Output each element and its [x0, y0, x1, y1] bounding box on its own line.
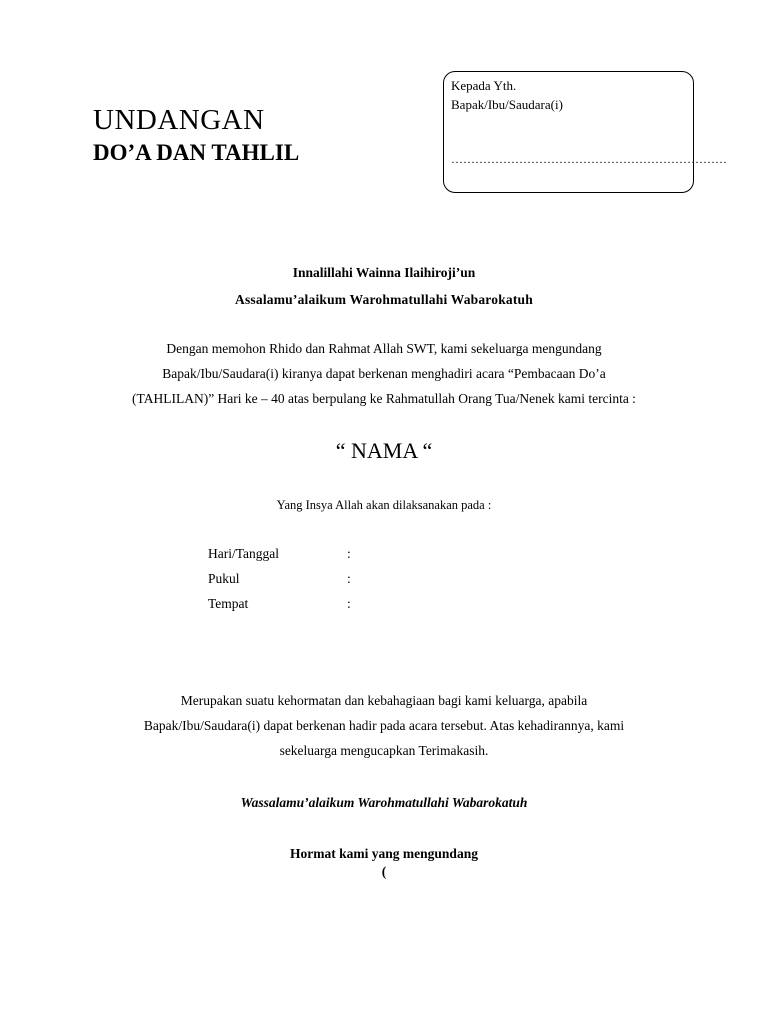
detail-separator: : — [347, 596, 351, 611]
signature-paren: ( — [381, 864, 387, 879]
closing-greeting: Wassalamu’alaikum Warohmatullahi Wabarokatuh — [240, 795, 528, 810]
recipient-address-box — [443, 71, 727, 193]
detail-label: Hari/Tanggal — [208, 546, 280, 561]
deceased-name: “ NAMA “ — [335, 438, 433, 463]
signature-label: Hormat kami yang mengundang — [290, 846, 478, 861]
intro-paragraph-line: Dengan memohon Rhido dan Rahmat Allah SWT, kami sekeluarga mengundang — [166, 341, 602, 356]
detail-separator: : — [347, 546, 351, 561]
address-salutation: Kepada Yth. — [451, 78, 517, 93]
detail-label: Pukul — [208, 571, 240, 586]
address-blank-line: …………………………………………………………… — [451, 152, 727, 166]
schedule-intro: Yang Insya Allah akan dilaksanakan pada : — [276, 498, 492, 512]
detail-separator: : — [347, 571, 351, 586]
intro-paragraph-line: (TAHLILAN)” Hari ke – 40 atas berpulang ke Rahmatullah Orang Tua/Nenek kami tercinta : — [132, 391, 636, 406]
closing-paragraph-line: sekeluarga mengucapkan Terimakasih. — [279, 743, 489, 758]
document-subtitle: DO’A DAN TAHLIL — [93, 140, 300, 165]
document-title: UNDANGAN — [93, 104, 265, 136]
intro-paragraph-line: Bapak/Ibu/Saudara(i) kiranya dapat berkenan menghadiri acara “Pembacaan Do’a — [162, 366, 606, 381]
detail-label: Tempat — [208, 596, 249, 611]
opening-prayer: Innalillahi Wainna Ilaihiroji’un — [292, 265, 476, 280]
address-recipient: Bapak/Ibu/Saudara(i) — [451, 97, 563, 112]
closing-paragraph-line: Merupakan suatu kehormatan dan kebahagiaan bagi kami keluarga, apabila — [180, 693, 588, 708]
closing-paragraph-line: Bapak/Ibu/Saudara(i) dapat berkenan hadir pada acara tersebut. Atas kehadirannya, kami — [143, 718, 625, 733]
opening-greeting: Assalamu’alaikum Warohmatullahi Wabarokatuh — [235, 292, 533, 307]
